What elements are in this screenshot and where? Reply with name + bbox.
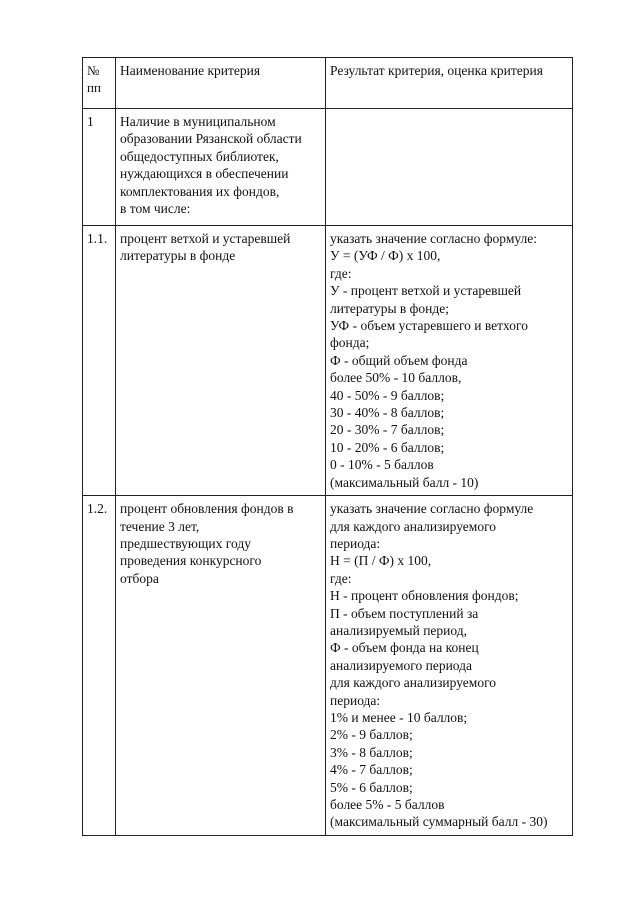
text-line: 40 - 50% - 9 баллов; xyxy=(330,387,445,403)
text-line: периода: xyxy=(330,535,381,551)
text-line: более 50% - 10 баллов, xyxy=(330,370,462,386)
text-line: течение 3 лет, xyxy=(120,518,200,534)
text-line: 2% - 9 баллов; xyxy=(330,727,413,743)
table-row xyxy=(83,226,573,496)
text-line: отбора xyxy=(120,570,159,586)
text-line: в том числе: xyxy=(120,201,191,217)
text-line: процент ветхой и устаревшей xyxy=(120,231,291,246)
text-line: более 5% - 5 баллов xyxy=(330,797,445,812)
text-line: литературы в фонде; xyxy=(330,300,449,316)
header-number-line-2: пп xyxy=(87,80,101,95)
text-line: П - объем поступлений за xyxy=(330,605,479,621)
text-line: где: xyxy=(330,265,352,281)
text-line: нуждающихся в обеспечении xyxy=(120,166,289,182)
text-line: Ф - объем фонда на конец xyxy=(330,640,479,656)
text-line: для каждого анализируемого xyxy=(330,518,497,534)
text-line: процент обновления фондов в xyxy=(120,501,294,517)
row-number: 1.1. xyxy=(83,226,116,496)
header-criterion-name: Наименование критерия xyxy=(116,58,326,109)
criterion-result xyxy=(326,496,573,836)
text-line: указать значение согласно формуле xyxy=(330,501,534,517)
text-line: литературы в фонде xyxy=(120,248,236,264)
text-line: анализируемого периода xyxy=(330,657,473,673)
text-line: Н - процент обновления фондов; xyxy=(330,588,519,604)
text-line: предшествующих году xyxy=(120,535,251,551)
text-line: Наличие в муниципальном xyxy=(120,114,276,129)
row-number: 1.2. xyxy=(83,496,116,836)
text-line: 3% - 8 баллов; xyxy=(330,744,413,760)
text-line: периода: xyxy=(330,692,381,708)
table-row xyxy=(83,496,573,836)
text-line: проведения конкурсного xyxy=(120,553,262,569)
text-line: 4% - 7 баллов; xyxy=(330,762,413,778)
criterion-name xyxy=(116,496,326,836)
row-number: 1 xyxy=(83,109,116,226)
text-line: образовании Рязанской области xyxy=(120,131,302,147)
table-row xyxy=(83,109,573,226)
header-criterion-result: Результат критерия, оценка критерия xyxy=(326,58,573,109)
text-line: где: xyxy=(330,570,352,586)
criteria-table xyxy=(82,57,573,836)
criterion-result xyxy=(326,109,573,226)
header-number-line-1: № xyxy=(87,63,100,78)
text-line: анализируемый период, xyxy=(330,622,467,638)
text-line: комплектования их фондов, xyxy=(120,183,280,199)
text-line: 5% - 6 баллов; xyxy=(330,779,413,795)
text-line: 10 - 20% - 6 баллов; xyxy=(330,439,445,455)
text-line: фонда; xyxy=(330,335,370,351)
text-line: для каждого анализируемого xyxy=(330,675,497,691)
text-line: 30 - 40% - 8 баллов; xyxy=(330,405,445,421)
criterion-name xyxy=(116,226,326,496)
text-line: 0 - 10% - 5 баллов xyxy=(330,457,434,473)
criterion-name xyxy=(116,109,326,226)
text-line: (максимальный балл - 10) xyxy=(330,474,479,490)
text-line: Ф - общий объем фонда xyxy=(330,352,468,368)
table-header-row xyxy=(83,58,573,109)
text-line: общедоступных библиотек, xyxy=(120,148,279,164)
text-line: 20 - 30% - 7 баллов; xyxy=(330,422,445,438)
text-line: указать значение согласно формуле: xyxy=(330,231,537,246)
criterion-result xyxy=(326,226,573,496)
text-line: Н = (П / Ф) х 100, xyxy=(330,553,432,569)
text-line: (максимальный суммарный балл - 30) xyxy=(330,814,548,830)
text-line: У = (УФ / Ф) х 100, xyxy=(330,248,441,264)
text-line: У - процент ветхой и устаревшей xyxy=(330,283,522,299)
text-line: УФ - объем устаревшего и ветхого xyxy=(330,318,528,334)
text-line: 1% и менее - 10 баллов; xyxy=(330,709,468,725)
header-number xyxy=(83,58,116,109)
